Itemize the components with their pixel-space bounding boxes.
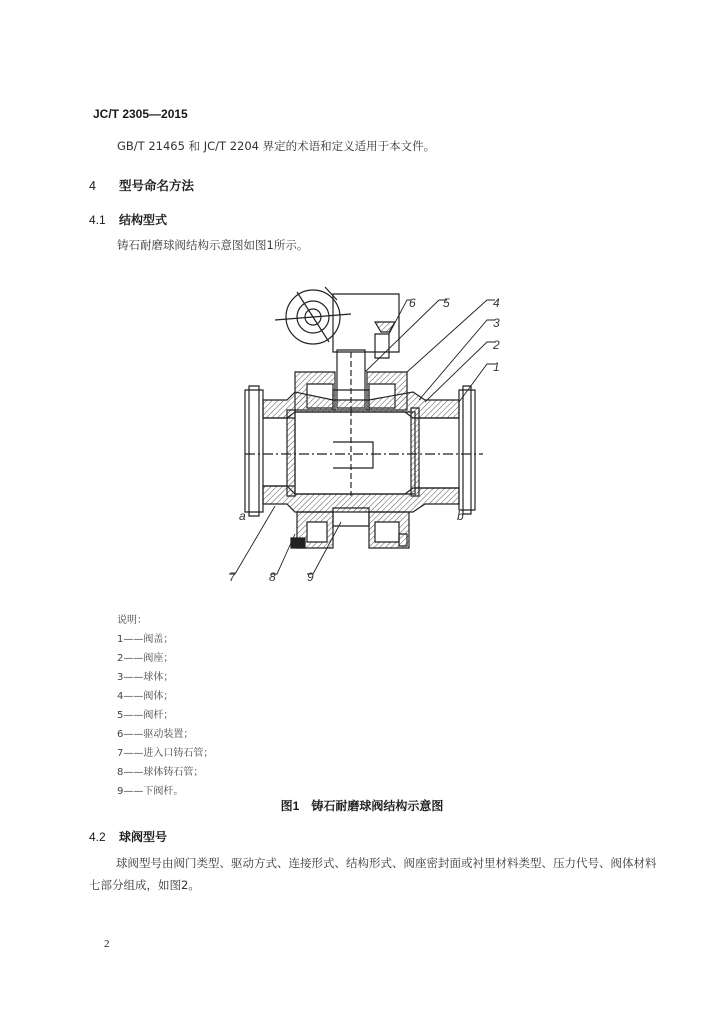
figure-label: 图1 [280, 799, 300, 813]
section-4-1-heading [89, 211, 167, 228]
legend-item-1: 1——阀盖； [117, 634, 174, 645]
legend-item-2: 2——阀座； [117, 653, 174, 664]
legend-item-8: 8——球体铸石管； [117, 767, 204, 778]
figure-caption [0, 797, 724, 814]
section-4-2-text: 球阀型号由阀门类型、驱动方式、连接形式、结构形式、阀座密封面或衬里材料类型、压力代号、阀体材料七部分组成，如图2。 [89, 856, 657, 892]
section-4-number: 4 [89, 179, 96, 193]
left-flange [245, 390, 263, 512]
intro-line: GB/T 21465 和 JC/T 2204 界定的术语和定义适用于本文件。 [117, 139, 436, 153]
page-number: 2 [104, 938, 110, 950]
legend-item-9: 9——下阀杆。 [117, 786, 184, 797]
callout-1: 1 [493, 360, 500, 374]
legend-item-6: 6——驱动装置； [117, 729, 194, 740]
ball-shape [295, 412, 415, 494]
callout-6: 6 [409, 296, 416, 310]
legend-item-3: 3——球体； [117, 672, 174, 683]
section-4-1-number: 4.1 [89, 213, 106, 227]
callout-9: 9 [307, 570, 314, 584]
ball-valve-diagram [225, 272, 515, 587]
figure-title: 铸石耐磨球阀结构示意图 [311, 799, 444, 813]
section-4-1-title: 结构型式 [119, 213, 168, 227]
callout-8: 8 [269, 570, 276, 584]
legend-title: 说明： [117, 615, 147, 626]
callout-5: 5 [443, 296, 450, 310]
legend-item-4: 4——阀体； [117, 691, 174, 702]
callout-2: 2 [493, 338, 500, 352]
handwheel-shape [275, 287, 351, 344]
section-4-2-title: 球阀型号 [119, 830, 168, 844]
section-4-1-text: 铸石耐磨球阀结构示意图如图1所示。 [117, 238, 309, 252]
legend-item-5: 5——阀杆； [117, 710, 174, 721]
callout-7: 7 [229, 570, 236, 584]
section-4-heading [89, 176, 194, 194]
legend-item-7: 7——进入口铸石管； [117, 748, 214, 759]
section-4-title: 型号命名方法 [119, 178, 195, 193]
standard-code: JC/T 2305—2015 [93, 107, 188, 121]
section-4-2-number: 4.2 [89, 830, 106, 844]
svg-text:a: a [239, 509, 246, 523]
callout-3: 3 [493, 316, 500, 330]
section-4-2-heading [89, 828, 167, 845]
svg-text:b: b [457, 509, 464, 523]
right-flange [459, 390, 475, 510]
callout-4: 4 [493, 296, 500, 310]
